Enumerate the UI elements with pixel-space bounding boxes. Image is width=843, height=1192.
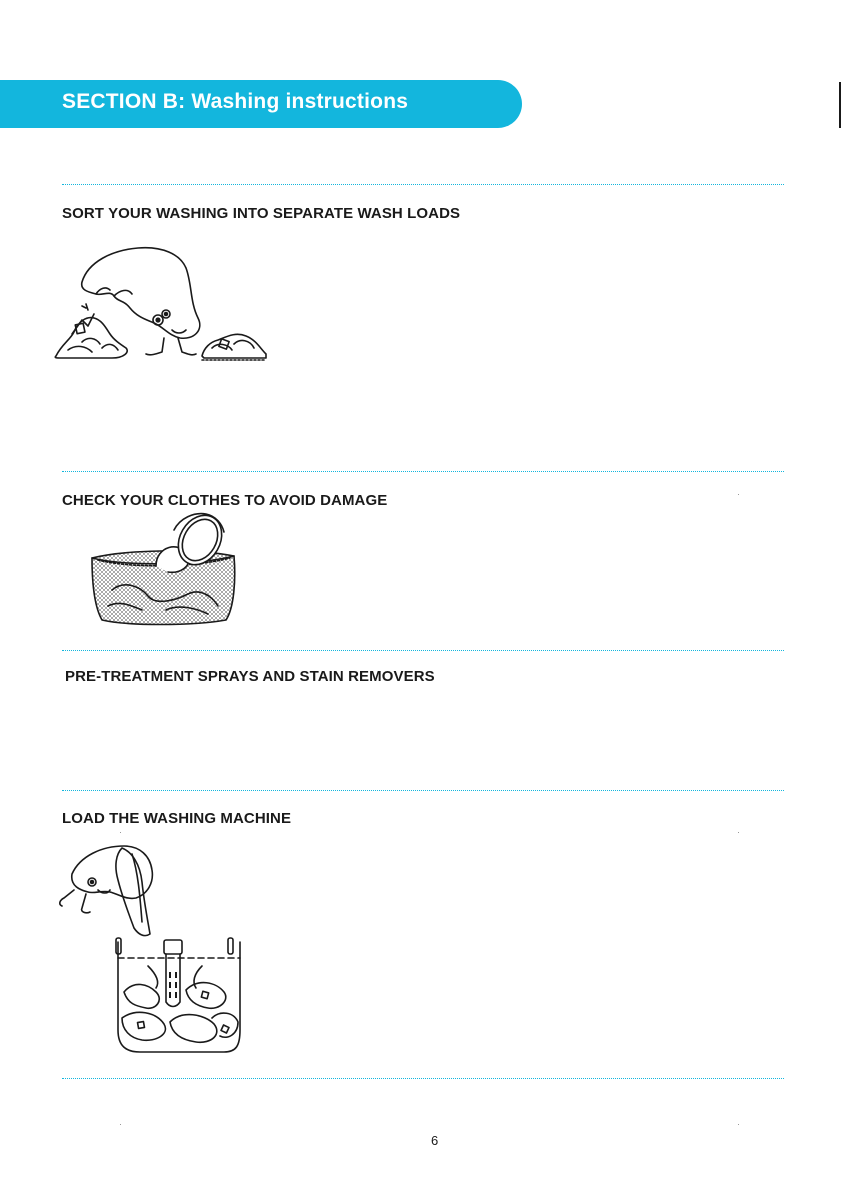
print-mark [738, 1124, 739, 1125]
check-clothes-heading: CHECK YOUR CLOTHES TO AVOID DAMAGE [62, 492, 388, 509]
section-divider [62, 184, 784, 185]
print-mark [120, 1124, 121, 1125]
section-divider [62, 1078, 784, 1079]
section-title: SECTION B: Washing instructions [62, 90, 409, 113]
hand-sorting-laundry-illustration [52, 244, 268, 366]
page-edge-mark [839, 82, 841, 128]
print-mark [738, 832, 739, 833]
section-divider [62, 790, 784, 791]
pre-treatment-heading: PRE-TREATMENT SPRAYS AND STAIN REMOVERS [65, 668, 435, 685]
load-machine-heading: LOAD THE WASHING MACHINE [62, 810, 292, 827]
print-mark [120, 832, 121, 833]
section-banner [0, 80, 522, 128]
print-mark [738, 494, 739, 495]
page-number: 6 [431, 1133, 439, 1148]
sort-washing-heading: SORT YOUR WASHING INTO SEPARATE WASH LOADS [62, 205, 461, 222]
section-divider [62, 650, 784, 651]
section-divider [62, 471, 784, 472]
mesh-wash-bag-illustration [84, 510, 242, 628]
hand-loading-tub-illustration [52, 842, 242, 1056]
